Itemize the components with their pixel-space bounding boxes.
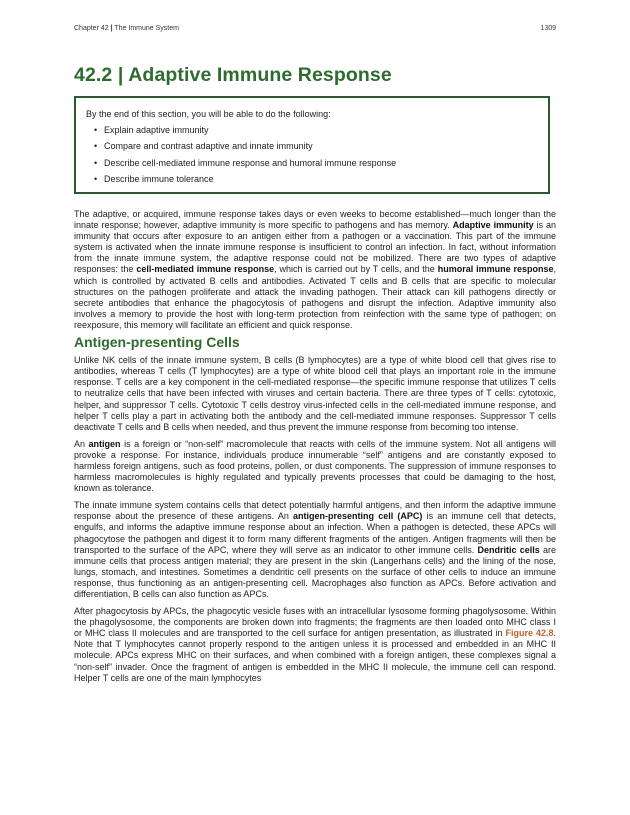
objective-item: • Compare and contrast adaptive and innate immunity: [94, 141, 313, 152]
term-humoral: humoral immune response: [437, 264, 554, 275]
running-head-chapter: Chapter 42 | The Immune System: [74, 25, 179, 32]
paragraph-phagocytosis: After phagocytosis by APCs, the phagocytic vesicle fuses with an intracellular lysosome forming phagolysosome. Within the phagolysosome, the components are broken down into fragments; the fragments are then loaded onto MHC class I or MHC class II molecules and are transported to the cell surface for antigen presentation, as illustrated in Figure 42.8. Note that T lymphocytes cannot properly respond to the antigen unless it is processed and embedded in an MHC II molecule. APCs express MHC on their surfaces, and when combined with a foreign antigen, these complexes signal a “non-self” invader. Once the fragment of antigen is embedded in the MHC II molecule, the immune cell can respond. Helper T cells are one of the main lymphocytes: [74, 606, 556, 683]
objectives-list: [86, 125, 538, 184]
bullet-icon: •: [94, 157, 98, 168]
bullet-icon: •: [94, 173, 98, 184]
objective-item: • Explain adaptive immunity: [94, 125, 209, 135]
objectives-intro: By the end of this section, you will be able to do the following:: [86, 109, 331, 119]
paragraph-adaptive-intro: The adaptive, or acquired, immune response takes days or even weeks to become established—much longer than the innate response; however, adaptive immunity is more specific to pathogens and has memory. Adaptive immunity is an immunity that occurs after exposure to an antigen either from a pathogen or a vaccination. This part of the immune system is activated when the innate immune response is insufficient to control an infection. In fact, without information from the innate immune system, the adaptive response could not be mobilized. There are two types of adaptive responses: the cell-mediated immune response, which is carried out by T cells, and the humoral immune response, which is controlled by activated B cells and antibodies. Activated T cells and B cells that are specific to molecular structures on the pathogen proliferate and attack the invading pathogen. Their attack can kill pathogens directly or secrete antibodies that enhance the phagocytosis of pathogens and disrupt the infection. Adaptive immunity also involves a memory to provide the host with long-term protection from reinfection with the same type of pathogen; on reexposure, this memory will facilitate an efficient and quick response.: [74, 209, 557, 330]
figure-link[interactable]: Figure 42.8: [505, 628, 554, 639]
section-title-text: Adaptive Immune Response: [128, 64, 392, 86]
section-title: [74, 64, 392, 87]
term-apc: antigen-presenting cell (APC): [293, 511, 423, 522]
main-body: [74, 209, 556, 690]
page-number: 1309: [540, 25, 556, 32]
term-adaptive-immunity: Adaptive immunity: [452, 220, 534, 231]
running-head: [74, 25, 556, 32]
bullet-icon: •: [94, 141, 98, 152]
paragraph-antigen: An antigen is a foreign or “non-self” macromolecule that reacts with cells of the immune system. Not all antigens will provoke a response. For instance, individuals produce innumerable “self” antigens and are constantly exposed to harmless foreign antigens, such as food proteins, pollen, or dust components. The suppression of immune responses to harmless macromolecules is highly regulated and typically prevents processes that could be damaging to the host, known as tolerance.: [74, 438, 556, 494]
paragraph-lymphocytes: Unlike NK cells of the innate immune system, B cells (B lymphocytes) are a type of white blood cell that gives rise to antibodies, whereas T cells (T lymphocytes) are a type of white blood cell that plays an important role in the immune response. T cells are a key component in the cell-mediated response—the specific immune response that utilizes T cells to neutralize cells that have been infected with viruses and certain bacteria. There are three types of T cells: cytotoxic, helper, and suppressor T cells. Cytotoxic T cells destroy virus-infected cells in the cell-mediated immune response, and helper T cells play a part in activating both the antibody and the cell-mediated immune responses. Suppressor T cells deactivate T cells and B cells when needed, and thus prevent the immune response from becoming too intense.: [74, 355, 556, 432]
objective-item: • Describe immune tolerance: [94, 173, 214, 184]
section-number: 42.2: [74, 64, 113, 86]
section-title-separator: |: [117, 64, 124, 86]
term-antigen: antigen: [88, 438, 121, 449]
bullet-icon: •: [94, 125, 98, 135]
term-cell-mediated: cell-mediated immune response: [136, 264, 275, 275]
term-dendritic-cells: Dendritic cells: [477, 544, 540, 555]
objective-item: • Describe cell-mediated immune response and humoral immune response: [94, 157, 397, 168]
subheading-antigen-presenting-cells: Antigen-presenting Cells: [74, 334, 240, 351]
learning-objectives-box: [74, 96, 550, 194]
paragraph-apc: The innate immune system contains cells that detect potentially harmful antigens, and then inform the adaptive immune response about the presence of these antigens. An antigen-presenting cell (APC) is an immune cell that detects, engulfs, and informs the adaptive immune response about an infection. When a pathogen is detected, these APCs will phagocytose the pathogen and digest it to form many different fragments of the antigen. Antigen fragments will then be transported to the surface of the APC, where they will serve as an indicator to other immune cells. Dendritic cells are immune cells that process antigen material; they are present in the skin (Langerhans cells) and the lining of the nose, lungs, stomach, and intestines. Sometimes a dendritic cell presents on the surface of other cells to induce an immune response, thus functioning as an antigen-presenting cell. Macrophages also function as APCs. Before activation and differentiation, B cells can also function as APCs.: [74, 500, 557, 599]
